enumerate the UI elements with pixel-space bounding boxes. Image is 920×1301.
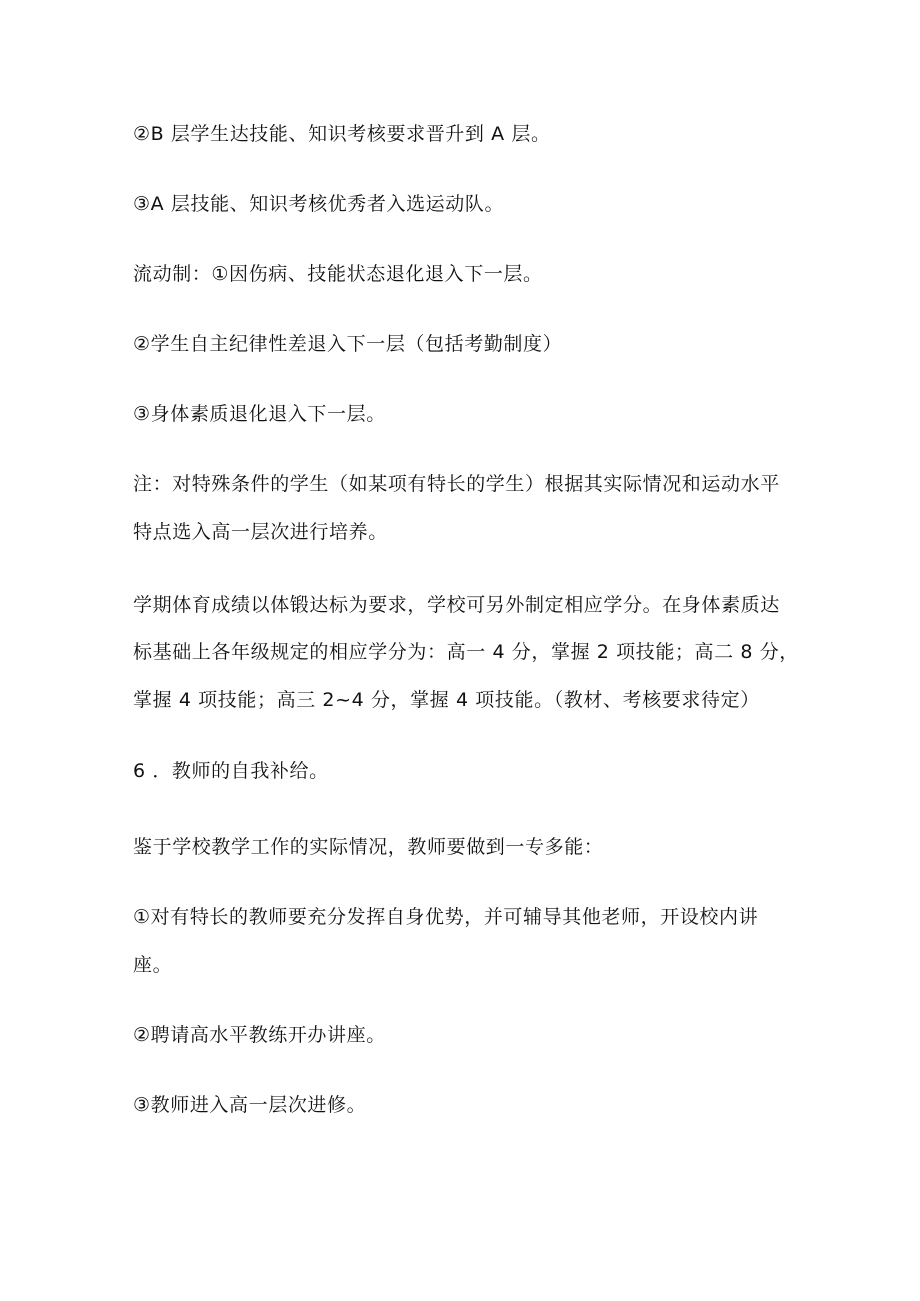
note-line-2: 特点选入高一层次进行培养。 [133,521,388,543]
paragraph-mobility-discipline: ②学生自主纪律性差退入下一层（包括考勤制度） [133,333,563,355]
credits-line-1: 学期体育成绩以体锻达标为要求，学校可另外制定相应学分。在身体素质达 [133,594,780,616]
section-heading-teacher-development: 6 ．教师的自我补给。 [133,760,329,782]
note-line-1: 注：对特殊条件的学生（如某项有特长的学生）根据其实际情况和运动水平 [133,473,780,495]
paragraph-mobility-injury: 流动制：①因伤病、技能状态退化退入下一层。 [133,263,543,285]
item-invite-coaches: ②聘请高水平教练开办讲座。 [133,1024,386,1046]
paragraph-mobility-fitness: ③身体素质退化退入下一层。 [133,403,386,425]
paragraph-teacher-versatility: 鉴于学校教学工作的实际情况，教师要做到一专多能： [133,836,604,858]
paragraph-b-level-promotion: ②B 层学生达技能、知识考核要求晋升到 A 层。 [133,123,551,145]
item-specialist-teachers-line-2: 座。 [133,954,173,976]
credits-line-2: 标基础上各年级规定的相应学分为：高一 4 分，掌握 2 项技能；高二 8 分， [133,641,799,663]
item-further-study: ③教师进入高一层次进修。 [133,1094,367,1116]
item-specialist-teachers-line-1: ①对有特长的教师要充分发挥自身优势，并可辅导其他老师，开设校内讲 [133,906,759,928]
credits-line-3: 掌握 4 项技能；高三 2~4 分，掌握 4 项技能。（教材、考核要求待定） [133,689,760,711]
paragraph-a-level-team-selection: ③A 层技能、知识考核优秀者入选运动队。 [133,193,505,215]
